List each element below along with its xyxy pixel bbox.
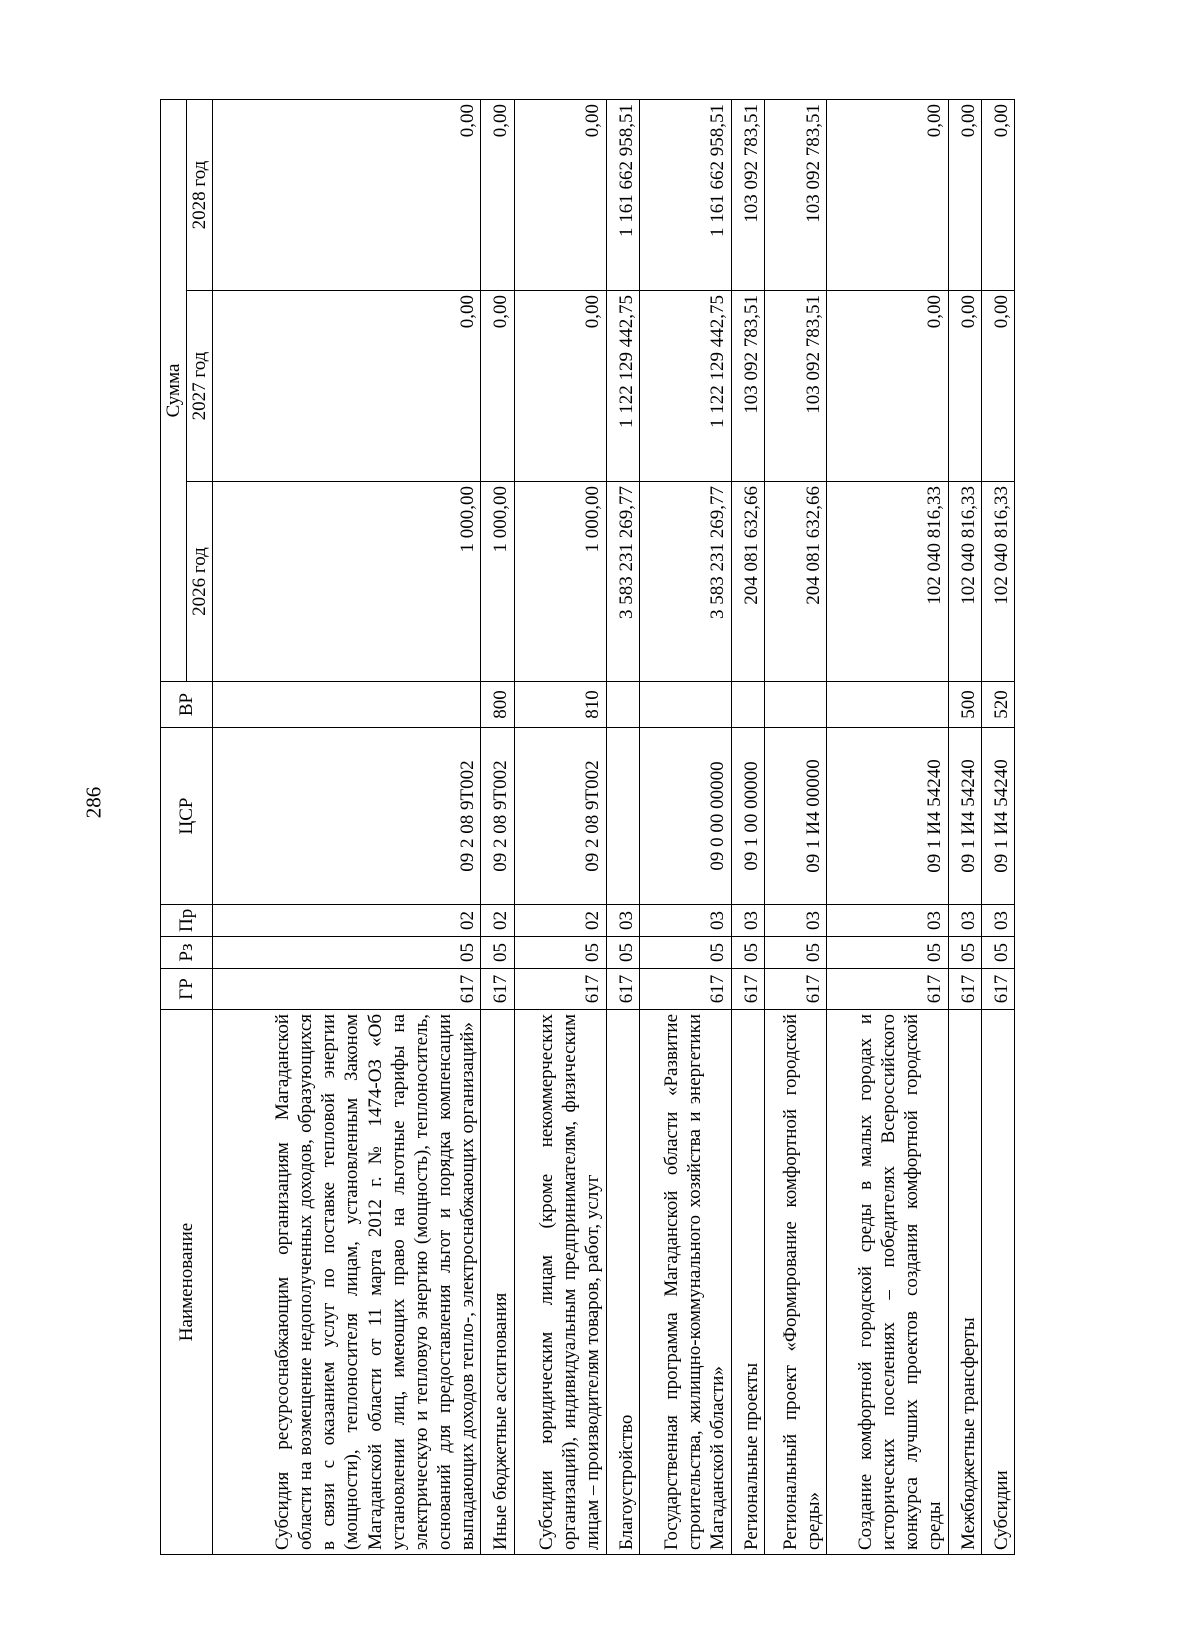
cell-y2026: 102 040 816,33	[981, 482, 1014, 682]
cell-csr: 09 2 08 9Т002	[481, 728, 514, 905]
cell-pr: 03	[948, 905, 981, 937]
table-row	[827, 100, 948, 1555]
cell-name: Государственная программа Магаданской области «Развитие строительства, жилищно-коммунального хозяйства и энергетики Магаданской области»	[639, 1010, 731, 1555]
cell-vr	[639, 682, 731, 728]
cell-y2028: 1 161 662 958,51	[606, 100, 639, 291]
cell-name: Межбюджетные трансферты	[948, 1010, 981, 1555]
cell-rz: 05	[213, 937, 481, 969]
cell-y2027: 103 092 783,51	[731, 291, 764, 482]
cell-pr: 02	[481, 905, 514, 937]
rotated-table-container	[160, 100, 1015, 1555]
cell-vr: 810	[514, 682, 606, 728]
header-2028: 2028 год	[187, 100, 213, 291]
table-row	[213, 100, 481, 1555]
header-vr: ВР	[161, 682, 213, 728]
cell-name: Региональные проекты	[731, 1010, 764, 1555]
cell-pr: 03	[764, 905, 827, 937]
cell-name: Благоустройство	[606, 1010, 639, 1555]
cell-name: Субсидии юридическим лицам (кроме некоммерческих организаций), индивидуальным предпринимателям, физическим лицам – производителям товаров, работ, услуг	[514, 1010, 606, 1555]
cell-y2027: 1 122 129 442,75	[606, 291, 639, 482]
cell-vr	[827, 682, 948, 728]
cell-pr: 03	[981, 905, 1014, 937]
budget-table	[160, 99, 1015, 1555]
header-csr: ЦСР	[161, 728, 213, 905]
cell-gr: 617	[481, 969, 514, 1010]
cell-y2026: 1 000,00	[514, 482, 606, 682]
cell-y2028: 0,00	[981, 100, 1014, 291]
cell-y2028: 0,00	[213, 100, 481, 291]
cell-y2028: 0,00	[481, 100, 514, 291]
cell-rz: 05	[731, 937, 764, 969]
cell-gr: 617	[639, 969, 731, 1010]
cell-rz: 05	[514, 937, 606, 969]
cell-gr: 617	[764, 969, 827, 1010]
cell-gr: 617	[827, 969, 948, 1010]
cell-y2028: 1 161 662 958,51	[639, 100, 731, 291]
cell-vr: 520	[981, 682, 1014, 728]
header-row	[161, 100, 187, 1555]
cell-vr	[606, 682, 639, 728]
header-rz: Рз	[161, 937, 213, 969]
cell-vr	[213, 682, 481, 728]
cell-y2028: 0,00	[948, 100, 981, 291]
header-gr: ГР	[161, 969, 213, 1010]
cell-y2027: 1 122 129 442,75	[639, 291, 731, 482]
cell-pr: 03	[827, 905, 948, 937]
cell-gr: 617	[981, 969, 1014, 1010]
cell-csr: 09 1 И4 54240	[948, 728, 981, 905]
header-pr: Пр	[161, 905, 213, 937]
cell-y2026: 204 081 632,66	[731, 482, 764, 682]
cell-pr: 03	[731, 905, 764, 937]
cell-y2026: 102 040 816,33	[827, 482, 948, 682]
table-row	[764, 100, 827, 1555]
cell-rz: 05	[981, 937, 1014, 969]
cell-csr: 09 1 И4 00000	[764, 728, 827, 905]
cell-y2028: 0,00	[514, 100, 606, 291]
cell-csr: 09 0 00 00000	[639, 728, 731, 905]
cell-rz: 05	[606, 937, 639, 969]
header-name: Наименование	[161, 1010, 213, 1555]
cell-gr: 617	[948, 969, 981, 1010]
cell-vr	[764, 682, 827, 728]
cell-name: Иные бюджетные ассигнования	[481, 1010, 514, 1555]
cell-y2027: 0,00	[981, 291, 1014, 482]
cell-name: Субсидия ресурсоснабжающим организациям Магаданской области на возмещение недополученных доходов, образующихся в связи с оказанием услуг по поставке тепловой энергии (мощности), теплоносителя лицам, установленным Законом Магаданской области от 11 марта 2012 г. № 1474-ОЗ «Об установлении лиц, имеющих право на льготные тарифы на электрическую и тепловую энергию (мощность), теплоноситель, оснований для предоставления льгот и порядка компенсации выпадающих доходов тепло-, электроснабжающих организаций»	[213, 1010, 481, 1555]
header-2027: 2027 год	[187, 291, 213, 482]
header-2026: 2026 год	[187, 482, 213, 682]
cell-csr	[606, 728, 639, 905]
cell-vr: 500	[948, 682, 981, 728]
table-row	[639, 100, 731, 1555]
cell-csr: 09 2 08 9Т002	[514, 728, 606, 905]
cell-y2028: 0,00	[827, 100, 948, 291]
cell-rz: 05	[948, 937, 981, 969]
cell-gr: 617	[213, 969, 481, 1010]
cell-pr: 03	[606, 905, 639, 937]
cell-csr: 09 1 И4 54240	[827, 728, 948, 905]
cell-y2027: 0,00	[514, 291, 606, 482]
cell-rz: 05	[481, 937, 514, 969]
table-row	[731, 100, 764, 1555]
cell-csr: 09 1 00 00000	[731, 728, 764, 905]
cell-y2026: 3 583 231 269,77	[606, 482, 639, 682]
cell-vr	[731, 682, 764, 728]
header-sum: Сумма	[161, 100, 187, 682]
table-row	[981, 100, 1014, 1555]
cell-y2028: 103 092 783,51	[764, 100, 827, 291]
cell-y2028: 103 092 783,51	[731, 100, 764, 291]
cell-y2027: 0,00	[213, 291, 481, 482]
cell-y2026: 204 081 632,66	[764, 482, 827, 682]
table-row	[606, 100, 639, 1555]
cell-y2027: 103 092 783,51	[764, 291, 827, 482]
cell-vr: 800	[481, 682, 514, 728]
cell-y2026: 1 000,00	[213, 482, 481, 682]
cell-y2027: 0,00	[481, 291, 514, 482]
table-row	[514, 100, 606, 1555]
cell-pr: 03	[639, 905, 731, 937]
page-number: 286	[81, 786, 106, 819]
cell-y2027: 0,00	[827, 291, 948, 482]
cell-rz: 05	[639, 937, 731, 969]
cell-y2027: 0,00	[948, 291, 981, 482]
cell-name: Создание комфортной городской среды в малых городах и исторических поселениях – победителях Всероссийского конкурса лучших проектов создания комфортной городской среды	[827, 1010, 948, 1555]
cell-name: Субсидии	[981, 1010, 1014, 1555]
cell-gr: 617	[731, 969, 764, 1010]
cell-y2026: 102 040 816,33	[948, 482, 981, 682]
cell-y2026: 1 000,00	[481, 482, 514, 682]
cell-y2026: 3 583 231 269,77	[639, 482, 731, 682]
cell-pr: 02	[514, 905, 606, 937]
table-row	[948, 100, 981, 1555]
cell-rz: 05	[764, 937, 827, 969]
cell-gr: 617	[514, 969, 606, 1010]
cell-pr: 02	[213, 905, 481, 937]
cell-csr: 09 1 И4 54240	[981, 728, 1014, 905]
cell-name: Региональный проект «Формирование комфортной городской среды»	[764, 1010, 827, 1555]
table-row	[481, 100, 514, 1555]
cell-rz: 05	[827, 937, 948, 969]
cell-gr: 617	[606, 969, 639, 1010]
cell-csr: 09 2 08 9Т002	[213, 728, 481, 905]
